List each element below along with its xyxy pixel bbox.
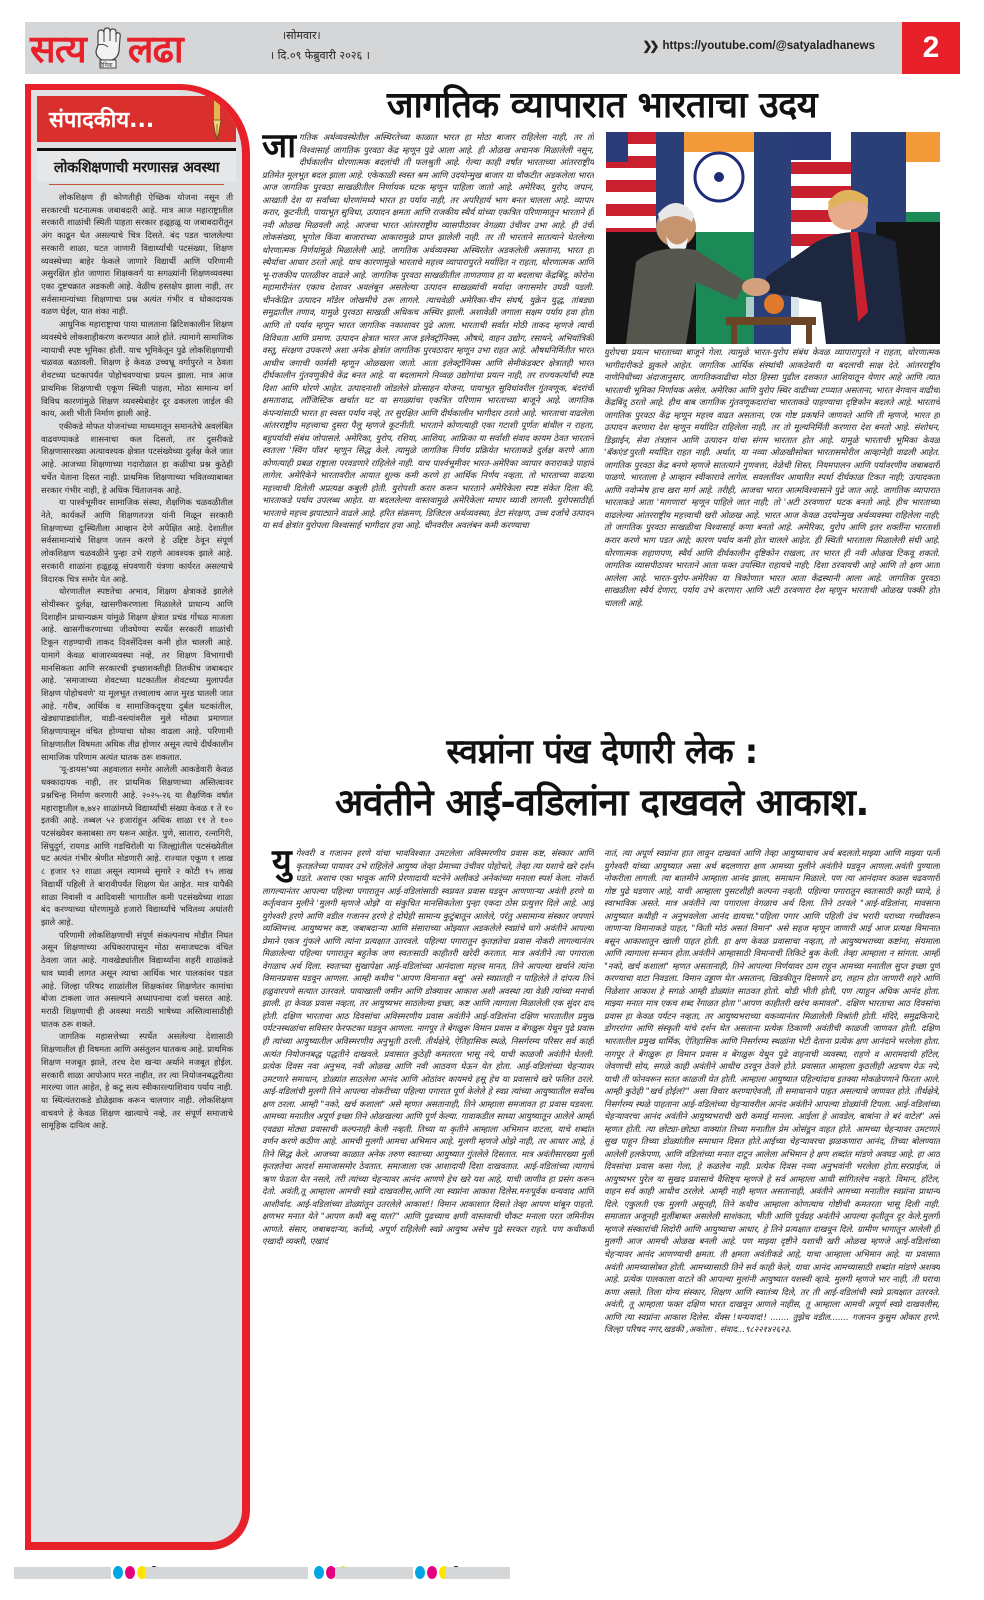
- editorial-paragraph: या पार्श्वभूमीवर सामाजिक संस्था, शैक्षणिक चळवळीतील नेते, कार्यकर्ते आणि शिक्षणतज्ज्ञ यांनी मिळून सरकारी शिक्षणाच्या दुःस्थितीला आव्हान देणे अपेक्षित आहे. देशातील सर्वसामान्यांचे शिक्षण जतन करणे हे उद्दिष्ट ठेवून संपूर्ण लोकशिक्षण चळवळीने पुन्हा उभे राहणे आवश्यक झाले आहे. सरकारी शाळांना हळूहळू संपवणारी यंत्रणा कार्यरत असल्याचे विदारक चित्र समोर येत आहे.: [41, 497, 233, 584]
- article2-left-column: [262, 847, 594, 1551]
- editorial-banner: [37, 96, 236, 142]
- footer-bar-1: [14, 1567, 111, 1579]
- article1-headline: जागतिक व्यापारात भारताचा उदय: [386, 85, 818, 126]
- newspaper-logo[interactable]: [30, 24, 183, 72]
- article2-headline-line2: अवंतीने आई-वडिलांना दाखवले आकाश.: [335, 781, 869, 824]
- article2-left-text: गेश्वरी व गजानन हरणे यांचा भावविश्वात उमटलेला अविस्मरणीय प्रवास कष्ट, संस्कार आणि कृतज्ञतेच्या पायावर उभे राहिलेले आयुष्य जेव्हा प्रेमाच्या उंचीवर पोहोचते, तेव्हा त्या यशाचे खरे दर्शन घडते. अशाच एका भावूक आणि प्रेरणादायी घटनेने अलीकडे अनेकांच्या मनाला स्पर्श केला. नोकरी लागल्यानंतर आपल्या पहिल्या पगारातून आई-वडिलांसाठी स्वप्नवत प्रवास घडवून आणणाऱ्या अवंती हरणे या कर्तृत्ववान मुलीने 'मुलगी म्हणजे ओझे' या संकुचित मानसिकतेला पुन्हा एकदा ठोस प्रत्युत्तर दिले आहे. आई युगेश्वरी हरणे आणि वडील गजानन हरणे हे दोघेही सामान्य कुटुंबातून आलेले, परंतु असामान्य संस्कार जपणारे व्यक्तिमत्त्व. आयुष्यभर कष्ट, जबाबदाऱ्या आणि संसाराच्या ओझ्यात अडकलेले स्वप्नांचे धागे अवंतीने आपल्या प्रेमाने एकत्र गुंफले आणि त्यांना प्रत्यक्षात उतरवले. पहिल्या पगारातून कृतज्ञतेचा प्रवास नोकरी लागल्यानंतर मिळालेल्या पहिल्या पगारातून बहुतेक जण स्वतःसाठी काहीतरी खरेदी करतात. मात्र अवंतीने त्या पगाराला वेगळाच अर्थ दिला. स्वतःच्या सुखापेक्षा आई-वडिलांच्या आनंदाला महत्त्व मानत, तिने आपल्या खर्चाने त्यांना विमानप्रवास घडवून आणला. आम्ही कधीच "आपण विमानात बसू" असे स्वप्नातही न पाहिलेले ते दांपत्य तिने हळुवारपणे सत्यात उतरवले. पायाखाली जमीन आणि डोक्यावर आकाश अशी अवस्था त्या वेळी त्यांच्या मनाची झाली. हा केवळ प्रवास नव्हता, तर आयुष्यभर साठलेल्या इच्छा, कष्ट आणि त्यागाला मिळालेली एक सुंदर दाद होती. दक्षिण भारताचा आठ दिवसांचा अविस्मरणीय प्रवास अवंतीने आई-वडिलांना दक्षिण भारतातील प्रमुख पर्यटनस्थळांचा सविस्तर फेरफटका घडवून आणला. नागपूर ते बेंगळुरू विमान प्रवास व बेंगळुरू येथून पुढे प्रवास ही त्यांच्या आयुष्यातील अविस्मरणीय अनुभूती ठरली. तीर्थक्षेत्रे, ऐतिहासिक स्थळे, निसर्गरम्य परिसर सर्व काही अत्यंत नियोजनबद्ध पद्धतीने दाखवले. प्रवासात कुठेही कमतरता भासू नये, याची काळजी अवंतीने घेतली. प्रत्येक दिवस नवा अनुभव, नवी ओळख आणि नवी आठवण घेऊन येत होता. आई-वडिलांच्या चेहऱ्यावर उमटणारे समाधान, डोळ्यांत साठलेला आनंद आणि ओठांवर कायमचे हसू हेच या प्रवासाचे खरे फलित ठरले. आई-वडिलांची मुलगी तिने आपल्या नोकरीच्या पहिल्या पगारात पूर्ण केलेले हे स्वप्न त्यांच्या आयुष्यातील सर्वोच्च क्षण ठरला. आम्ही "नको, खर्च कशाला" असे म्हणत असतानाही, तिने आम्हाला समजावत हा प्रवास घडवला. आमच्या मनातील अपूर्ण इच्छा तिने ओळखल्या आणि पूर्ण केल्या. गावाकडील साध्या आयुष्यातून आलेले आम्ही एवढ्या मोठ्या प्रवासाची कल्पनाही केली नव्हती. तिच्या या कृतीने आम्हाला अभिमान वाटला, याचे शब्दांत वर्णन करणे कठीण आहे. आमची मुलगी आमचा अभिमान आहे. मुलगी म्हणजे ओझे नाही, तर आधार आहे, हे तिने सिद्ध केले. आजच्या काळात अनेक तरुण स्वतःच्या आयुष्यात गुंतलेले दिसतात. मात्र अवंतीसारख्या मुली कृतज्ञतेचा आदर्श समाजासमोर ठेवतात. समाजाला एक आशादायी दिशा दाखवतात. आई-वडिलांच्या त्यागाचे ऋण फेडता येत नसले, तरी त्यांच्या चेहऱ्यावर आनंद आणणे हेच खरे यश आहे, याची जाणीव हा प्रसंग करून देतो. अवंती,तू आम्हाला आमची स्वप्ने दाखवलीस,आणि त्या स्वप्नांना आकाश दिलेस.मनःपूर्वक धन्यवाद आणि आशीर्वाद. आई-वडिलांच्या डोळ्यांतून उतरलेले आकाश!! विमान आकाशात दिसते तेव्हा आपण थांबून पाहतो. क्षणभर मनात येते "आपण कधी बसू यात?" आणि पुढच्याच क्षणी वास्तवाची चौकट मनाला परत जमिनीवर आणते. संसार, जबाबदाऱ्या, कर्तव्ये, अपूर्ण राहिलेली स्वप्ने आयुष्य असेच पुढे सरकत राहते. पण कधीकधी एखादी व्यक्ती, एखादं: [262, 848, 594, 1247]
- youtube-url[interactable]: https://youtube.com/@satyaladhanews: [662, 40, 875, 52]
- logo-text-left: सत्य: [30, 27, 86, 71]
- footer-bar-3: [335, 1567, 413, 1579]
- article2-right-column: नातं, त्या अपूर्ण स्वप्नांना हात लावून दाखवतं आणि तेव्हा आयुष्याचाच अर्थ बदलतो.माझ्या आणि माझ्या पत्नी युगेश्वरी यांच्या आयुष्यात असा अर्थ बदलणारा क्षण आमच्या मुलीने अवंतीने घडवून आणला.अवंती पुण्याला नोकरीला लागली. त्या बातमीने आम्हाला आनंद झाला, समाधान मिळाले. पण त्या आनंदावर कळस चढवणारी गोष्ट पुढे घडणार आहे, याची आम्हाला पुसटशीही कल्पना नव्हती. पहिल्या पगारातून स्वतःसाठी काही घ्यावे, हे स्वाभाविक असते. मात्र अवंतीने त्या पगाराला वेगळाच अर्थ दिला. तिने ठरवले "आई-वडिलांना, मावसाना आयुष्यात कधीही न अनुभवलेला आनंद द्यायचा."पहिला पगार आणि पहिली उंच भरारी घराच्या गच्चीवरून जाणाऱ्या विमानाकडे पाहत, "किती मोठं असतं विमान" असे सहज म्हणून जाणारी आई आज प्रत्यक्ष विमानात बसून आकाशातून खाली पाहत होती. हा क्षण केवळ प्रवासाचा नव्हता, तो आयुष्यभराच्या कष्टांना, संयमाला आणि त्यागाला सन्मान होता.अवंतीने आम्हासाठी विमानाची तिकिटे बुक केली. तेव्हा आम्हाला न सांगता. आम्ही "नको, खर्च कशाला" म्हणत असतानाही, तिने आपल्या निर्णयावर ठाम राहून आमच्या मनातील सुप्त इच्छा पूर्ण करण्याचा वाटा निवडला. विमान उड्डाण घेत असताना, खिडकीतून दिसणारे ढग, लहान होत जाणारी शहरे आणि निळेशार आकाश हे सगळे आम्ही डोळ्यांत साठवत होतो. थोडी भीती होती, पण त्याहून अधिक आनंद होता. माझ्या मनात मात्र एकच शब्द रेंगाळत होता "आपण काहीतरी खरंच कमावलं". दक्षिण भारताचा आठ दिवसांचा प्रवास हा केवळ पर्यटन नव्हता, तर आयुष्यभराच्या थकव्यानंतर मिळालेली विश्रांती होती. मंदिरे, समुद्रकिनारे, डोंगररांगा आणि संस्कृती यांचे दर्शन घेत असताना प्रत्येक ठिकाणी अवंतीची काळजी जाणवत होती. दक्षिण भारतातील प्रमुख धार्मिक, ऐतिहासिक आणि निसर्गरम्य स्थळांना भेटी देताना प्रत्येक क्षण आनंदाने भरलेला होता. नागपूर ते बेंगळुरू हा विमान प्रवास व बेंगळुरू येथून पुढे वाहनाची व्यवस्था, राहणे व आरामदायी हॉटेल, जेवणाची सोय, सगळे काही अवंतीने आधीच ठरवून ठेवले होते. प्रवासात आम्हाला कुठलीही अडचण येऊ नये, याची ती फोनवरून सतत काळजी घेत होती. आम्हाला आयुष्यात पहिल्यांदाच इतक्या मोकळेपणाने फिरता आले. आम्ही कुठेही "खर्च होईल?" असा विचार करण्याऐवजी, ती समाधानाने पाहत असल्याचे जाणवत होते. तीर्थक्षेत्रे, निसर्गरम्य स्थळे पाहताना आई-वडिलांच्या चेहऱ्यावरील आनंद अवंतीने आपल्या डोळ्यांनी टिपला. आई-वडिलांच्या चेहऱ्यावरचा आनंद अवंतीने आयुष्यभराची खरी कमाई मानला. आईला हे आवडेल, बाबांना ते बरं वाटेल" असे म्हणत होती. त्या छोट्या-छोट्या वाक्यांत तिच्या मनातील प्रेम ओसंडून वाहत होते. आमच्या चेहऱ्यावर उमटणारे सुख पाहून तिच्या डोळ्यांतील समाधान दिसत होते.आईच्या चेहऱ्यावरचा झळकणारा आनंद, तिच्या बोलण्यात आलेली हलकेपणा, आणि वडिलांच्या मनात दाटून आलेला अभिमान हे क्षण शब्दांत मांडणे अवघड आहे. हा आठ दिवसांचा प्रवास कसा गेला, हे कळलेच नाही. प्रत्येक दिवस नव्या अनुभवांनी भरलेला होता.सरप्राईज, जे आयुष्यभर पुरेल या सुखद प्रवासाचे वैशिष्ट्य म्हणजे हे सर्व आम्हाला आधी सांगितलेच नव्हते. विमान, हॉटेल, वाहन सर्व काही आधीच ठरलेले. आम्ही नाही म्हणत असतानाही, अवंतीने आमच्या मनातील स्वप्नांना प्राधान्य दिले. एकुलती एक मुलगी असूनही, तिने कधीच आम्हाला कोणत्याच गोष्टीची कमतरता भासू दिली नाही. समाजात अजूनही मुलींबाबत असलेली साशंकता, भीती आणि पूर्वग्रह अवंतीने आपल्या कृतीतून दूर केले.मुलगी म्हणजे संस्कारांची शिदोरी आणि आयुष्याचा आधार, हे तिने प्रत्यक्षात दाखवून दिले. ग्रामीण भागातून आलेली ही मुलगी आज आमची ओळख बनली आहे. पण माझ्या दृष्टीने यशाची खरी ओळख म्हणजे आई-वडिलांच्या चेहऱ्यावर आनंद आणण्याची क्षमता. ती क्षमता अवंतीकडे आहे, याचा आम्हाला अभिमान आहे. या प्रवासात अवंती आमच्यासोबत होती. आमच्यासाठी तिने सर्व काही केले, याचा आनंद आमच्यासाठी शब्दांत मांडणे अशक्य आहे. प्रत्येक पालकाला वाटते की आपल्या मुलांनी आयुष्यात यशस्वी व्हावे. मुलगी म्हणजे भार नाही, ती घराचा कणा असते. तिला योग्य संस्कार, शिक्षण आणि स्वातंत्र्य दिले, तर ती आई-वडिलांची स्वप्ने प्रत्यक्षात उतरवते. अवंती, तू आम्हाला फक्त दक्षिण भारत दाखवून आणले नाहीस, तू आम्हाला आमची अपूर्ण स्वप्ने दाखवलीस, आणि त्या स्वप्नांना आकाश दिलेस. थँक्स !धन्यवाद!! ....... तुझेच वडील....... गजानन कुसुम ओंकार हरणे. जिल्हा परिषद नगर,खडकी ,अकोला . संवाद...९८२२१४२६२३.: [604, 848, 940, 1335]
- magenta-dot: [427, 1566, 437, 1579]
- logo-subtitle: दैनिक: [99, 62, 113, 69]
- cyan-dot: [415, 1566, 425, 1579]
- youtube-link[interactable]: [642, 39, 875, 53]
- logo-text-right: लढा: [127, 27, 183, 71]
- article1-right-column: युरोपचा प्रयत्न भारताच्या बाजूने गेला. त्यामुळे भारत-युरोप संबंध केवळ व्यापारापुरते न राहता, धोरणात्मक भागीदारीकडे झुकले आहेत. जागतिक आर्थिक संस्थांची आकडेवारी या बदलाची साक्ष देते. आंतरराष्ट्रीय नाणेनिधीच्या अंदाजानुसार, जागतिकवाढीचा मोठा हिस्सा पुढील दशकात आशियातून येणार आहे आणि त्यात भारताची भूमिका निर्णायक असेल. अमेरिका आणि युरोप स्थिर वाढीच्या टप्प्यात असताना, भारत वेगवान वाढीचा केंद्रबिंदू ठरतो आहे. हीच बाब जागतिक गुंतवणूकदारांचा भारताकडे पाहण्याचा दृष्टिकोन बदलते आहे. भारताचे जागतिक पुरवठा केंद्र म्हणून महत्त्व वाढत असताना, एक गोष्ट प्रकर्षाने जाणवते आणि ती म्हणजे, भारत हा उत्पादन करणारा देश म्हणून मर्यादित राहिलेला नाही, तर तो मूल्यनिर्मिती करणारा देश बनतो आहे. संशोधन, डिझाईन, सेवा तंत्रज्ञान आणि उत्पादन यांचा संगम भारतात होत आहे. यामुळे भारताची भूमिका केवळ 'बॅकएंड'पुरती मर्यादित राहत नाही. अर्थात, या नव्या ओळखीसोबत भारतासमोरील आव्हानेही वाढली आहेत. जागतिक पुरवठा केंद्र बनणे म्हणजे सातत्याने गुणवत्ता, वेळेची शिस्त, नियमपालन आणि पर्यावरणीय जबाबदारी पाळणे. भारताला हे आव्हान स्वीकारावे लागेल. सवलतींवर आधारित स्पर्धा दीर्घकाळ टिकत नाही; उत्पादकता आणि नवोन्मेष हाच खरा मार्ग आहे. तरीही, आजचा भारत आत्मविश्वासाने पुढे जात आहे. जागतिक व्यापारात भारताकडे आता 'मागणारा' म्हणून पाहिले जात नाही; तो 'अटी ठरवणारा' घटक बनतो आहे. हीच भारताच्या वाढलेल्या आंतरराष्ट्रीय महत्त्वाची खरी ओळख आहे. भारत आज केवळ उदयोन्मुख अर्थव्यवस्था राहिलेला नाही; तो जागतिक पुरवठा साखळीचा विश्वासार्ह कणा बनतो आहे. अमेरिका, युरोप आणि इतर शक्तींना भारताशी करार करणे भाग पडत आहे; कारण पर्याय कमी होत चालले आहेत. ही स्थिती भारताला मिळालेली संधी आहे. धोरणात्मक शहाणपण, स्थैर्य आणि दीर्घकालीन दृष्टिकोन राखला, तर भारत ही नवी ओळख टिकवू शकतो. जागतिक व्यासपीठावर भारताने आता फक्त उपस्थित राहायचे नाही; दिशा ठरवायची आहे आणि तो क्षण आता आलेला आहे. भारत-युरोप-अमेरिका या त्रिकोणात भारत आता केंद्रस्थानी आला आहे. जागतिक पुरवठा साखळीला स्थैर्य देणारा, पर्याय उभे करणारा आणि अटी ठरवणारा देश म्हणून भारताची ओळख पक्की होत चालली आहे.: [604, 347, 940, 608]
- double-chevron-right-icon: ❯❯: [642, 39, 657, 53]
- article2-dropcap: यु: [272, 847, 292, 882]
- fountain-pen-icon: [210, 98, 224, 142]
- editorial-paragraph: आधुनिक महाराष्ट्राचा पाया घालताना ब्रिटिशकालीन शिक्षण व्यवस्थेचे लोकशाहीकरण करण्यात आले होते. त्यामागे सामाजिक न्यायाची स्पष्ट भूमिका होती. याच भूमिकेतून पुढे लोकशिक्षणाची चळवळ बळावली. शिक्षण हे केवळ उच्चभ्रू वर्गापुरते न ठेवता शेवटच्या घटकापर्यंत पोहोचवण्याचा प्रयत्न झाला. मात्र आज प्राथमिक शिक्षणाची एकूण स्थिती पाहता, मोठा सामान्य वर्ग विविध कारणांमुळे शिक्षण व्यवस्थेबाहेर दूर ढकलला जाईल की काय, अशी भीती निर्माण झाली आहे.: [41, 319, 233, 419]
- editorial-paragraph: जागतिक महासत्तेच्या स्पर्धेत असलेल्या देशासाठी शिक्षणातील ही विषमता आणि असंतुलन घातकच आहे. प्राथमिक शिक्षण मजबूत झाले, तरच देश खऱ्या अर्थाने मजबूत होईल. सरकारी शाळा आपोआप मरत नाहीत, तर त्या नियोजनबद्धरीत्या मारल्या जात आहेत, हे कटू सत्य स्वीकारल्याशिवाय पर्याय नाही. या स्थित्यंतराकडे डोळेझाक करून चालणार नाही. लोकशिक्षण वाचवणे हे केवळ शिक्षण खात्याचे नव्हे, तर संपूर्ण समाजाचे सामूहिक दायित्व आहे.: [41, 1031, 234, 1131]
- article1-dropcap: जा: [262, 131, 297, 166]
- editorial-paragraph: लोकशिक्षण ही कोणतीही ऐच्छिक योजना नसून ती सरकारची घटनात्मक जबाबदारी आहे. मात्र आज महाराष्ट्रातील सरकारी शाळांची स्थिती पाहता सरकार हळूहळू या जबाबदारीतून अंग काढून घेत असल्याचे चित्र दिसते. बंद पडत चाललेल्या सरकारी शाळा, घटत जाणारी विद्यार्थ्यांची पटसंख्या, शिक्षण व्यवस्थेच्या बाहेर फेकले जाणारे विद्यार्थी आणि परिणामी असुरक्षित होत जाणारा शिक्षकवर्ग या सगळ्यांनी शिक्षणव्यवस्था एका दुष्टचक्रात अडकली आहे. वेळीच हस्तक्षेप झाला नाही, तर सर्वसामान्यांच्या शिक्षणाचा प्रश्न अत्यंत गंभीर व धोकादायक वळण घेईल, यात शंका नाही.: [41, 192, 233, 317]
- cyan-dot: [113, 1566, 123, 1579]
- article1-left-column: [262, 131, 594, 713]
- issue-date: । दि.०९ फेब्रुवारी २०२६ ।: [270, 49, 370, 62]
- editorial-body: [31, 191, 242, 1132]
- editorial-paragraph: एकीकडे मोफत योजनांच्या माध्यमातून समानतेचे अवलंबित वाढवण्याकडे शासनाचा कल दिसतो, तर दुसरीकडे शिक्षणासारख्या अत्यावश्यक क्षेत्रात पटसंख्येच्या दुर्लक्ष केले जात आहे. आजच्या शिक्षणाच्या गदारोळात हा कळीचा प्रश्न कुठेही चर्चेत येताना दिसत नाही. प्राथमिक शिक्षणाच्या भवितव्याबाबत सरकार गंभीर नाही, हे अधिक चिंताजनक आहे.: [41, 420, 233, 495]
- weekday: ।सोमवार।: [282, 29, 321, 42]
- article1-left-text: गतिक अर्थव्यवस्थेतील अस्थिरतेच्या काळात भारत हा मोठा बाजार राहिलेला नाही, तर तो विश्वासार्ह जागतिक पुरवठा केंद्र म्हणून पुढे आला आहे. ही ओळख अचानक मिळालेली नसून, दीर्घकालीन धोरणात्मक बदलांची ती फलश्रुती आहे. गेल्या काही वर्षांत भारताच्या आंतरराष्ट्रीय प्रतिमेत मूलभूत बदल झाला आहे. एकेकाळी स्वस्त श्रम आणि उदयोन्मुख बाजार या चौकटीत अडकलेला भारत आज जागतिक पुरवठा साखळीतील निर्णायक घटक म्हणून पाहिला जातो आहे. अमेरिका, युरोप, जपान, आखाती देश या सर्वांच्या धोरणांमध्ये भारत हा पर्याय नाही, तर अपरिहार्य भाग बनत चालला आहे. व्यापार करार, कूटनीती, पायाभूत सुविधा, उत्पादन क्षमता आणि राजकीय स्थैर्य यांच्या एकत्रित परिणामातून भारताने ही नवी ओळख मिळवली आहे. आजचा भारत आंतरराष्ट्रीय व्यासपीठावर वेगळ्या उंचीवर उभा आहे. ही उंची लोकसंख्या, भूगोल किंवा बाजाराच्या आकारामुळे प्राप्त झालेली नाही. तर ती भारताने सातत्याने घेतलेल्या धोरणात्मक निर्णयांमुळे मिळालेली आहे. जागतिक अर्थव्यवस्था अस्थिरतेत अडकलेली असताना, भारत हा स्थैर्याचा आधार ठरतो आहे. याच कारणामुळे भारताचे महत्त्व व्यापारापुरते मर्यादित न राहता, धोरणात्मक आणि भू-राजकीय पातळीवर वाढले आहे. जागतिक पुरवठा साखळीतील ताणतणाव हा या बदलाचा केंद्रबिंदू. कोरोना महामारीनंतर एकाच देशावर अवलंबून असलेल्या उत्पादन साखळ्यांची मर्यादा जगासमोर उघडी पडली. चीनकेंद्रित उत्पादन मॉडेल जोखमीचे ठरू लागले. त्याचवेळी अमेरिका-चीन संघर्ष, युक्रेन युद्ध, तांबड्या समुद्रातील तणाव, यामुळे पुरवठा साखळी अधिकच अस्थिर झाली. अशावेळी जगाला सक्षम पर्याय हवा होता आणि तो पर्याय म्हणून भारत जागतिक नकाशावर पुढे आला. भारताची सर्वांत मोठी ताकद म्हणजे त्याची विविधता आणि प्रमाण. उत्पादन क्षेत्रात भारत आज इलेक्ट्रॉनिक्स, औषधे, वाहन उद्योग, रसायने, अभियांत्रिकी वस्तू, संरक्षण उपकरणे अशा अनेक क्षेत्रांत जागतिक पुरवठादार म्हणून उभा राहत आहे. औषधनिर्मितीत भारत आधीच जगाची फार्मसी म्हणून ओळखला जातो. आता इलेक्ट्रॉनिक्स आणि सेमीकंडक्टर क्षेत्रातही भारत दीर्घकालीन गुंतवणुकीचे केंद्र बनत आहे. या बदलामागे निव्वळ उद्योगांचा प्रयत्न नाही, तर राज्यकर्त्यांची स्पष्ट दिशा आणि धोरणे आहेत. उत्पादनाशी जोडलेले प्रोत्साहन योजना, पायाभूत सुविधांवरील गुंतवणूक, बंदरांची क्षमतावाढ, लॉजिस्टिक खर्चात घट या सगळ्यांचा एकत्रित परिणाम भारताच्या बाजूने आहे. जागतिक कंपन्यांसाठी भारत हा स्वस्त पर्याय नव्हे, तर सुरक्षित आणि दीर्घकालीन भागीदार ठरतो आहे. भारताचा वाढलेला आंतरराष्ट्रीय महत्त्वाचा दुसरा पैलू म्हणजे कूटनीती. भारताने कोणत्याही एका गटाशी पूर्णतः बांधील न राहता, बहुपर्यायी संबंध जोपासले. अमेरिका, युरोप, रशिया, आशिया, आफ्रिका या सर्वांशी संवाद कायम ठेवत भारताने स्वतःला 'स्विंग पॉवर' म्हणून सिद्ध केले. त्यामुळे जागतिक निर्णय प्रक्रियेत भारताकडे दुर्लक्ष करणे आता कोणत्याही प्रबळ राष्ट्राला परवडणारे राहिलेले नाही. याच पार्श्वभूमीवर भारत-अमेरिका व्यापार कराराकडे पाहावे लागेल. अमेरिकेने भारतावरील आयात शुल्क कमी करणे हा आर्थिक निर्णय नव्हता. तो भारताच्या वाढत्या महत्त्वाची दिलेली अप्रत्यक्ष कबुली होती. युरोपशी करार करून भारताने अमेरिकेला स्पष्ट संकेत दिला की, भारताकडे पर्याय उपलब्ध आहेत. या बदललेल्या वास्तवामुळे अमेरिकेला माघार घ्यावी लागली. युरोपसाठीही भारताचे महत्त्व झपाट्याने वाढले आहे. हरित संक्रमण, डिजिटल अर्थव्यवस्था, डेटा संरक्षण, उच्च दर्जाचे उत्पादन या सर्व क्षेत्रांत युरोपला विश्वासार्ह भागीदार हवा आहे. चीनवरील अवलंबन कमी करण्याचा: [262, 132, 594, 531]
- magenta-dot: [125, 1566, 135, 1579]
- date-block: [270, 28, 370, 63]
- title-divider: [49, 184, 224, 185]
- editorial-label: संपादकीय...: [49, 108, 155, 133]
- us-flag-left: [606, 132, 656, 242]
- editorial-box: [25, 84, 250, 1550]
- article2-headline-line1: स्वप्नांना पंख देणारी लेक :: [446, 732, 758, 772]
- editorial-paragraph: परिणामी लोकशिक्षणाची संपूर्ण संकल्पनाच मोडीत निघत असून शिक्षणाच्या अधिकारापासून मोठा समाजघटक वंचित ठेवला जात आहे. गावखेड्यांतील विद्यार्थ्यांना शहरी शाळांकडे धाव घ्यावी लागत असून त्याचा आर्थिक भार पालकांवर पडत आहे. जिल्हा परिषद शाळांतील शिक्षकांवर शिक्षणेतर कामांचा बोजा टाकला जात असल्याने अध्यापनाचा दर्जा घसरत आहे. मराठी शिक्षणाची ही अवस्था मराठी भाषेच्या अस्तित्वासाठीही घातक ठरू शकते.: [41, 929, 233, 1029]
- masthead: [25, 22, 960, 74]
- cyan-dot: [314, 1566, 324, 1579]
- handshake-photo: [606, 132, 940, 344]
- page-number: 2: [902, 22, 960, 74]
- editorial-title: लोकशिक्षणाची मरणासन्न अवस्था: [37, 148, 236, 182]
- editorial-paragraph: धोरणातील स्पष्टतेचा अभाव, शिक्षण क्षेत्राकडे झालेले सोयीस्कर दुर्लक्ष, खासगीकरणाला मिळालेले प्राधान्य आणि दिशाहीन प्राधान्यक्रम यांमुळे शिक्षण क्षेत्रात प्रचंड गोंधळ माजला आहे. खासगीकरणाच्या जीवघेण्या स्पर्धेत सरकारी शाळांची टिकून राहण्याची ताकद दिवसेंदिवस कमी होत चालली आहे. यामागे केवळ बाजारव्यवस्था नव्हे, तर शिक्षण विभागाची मानसिकता आणि सरकारची इच्छाशक्तीही तितकीच जबाबदार आहे. 'समाजाच्या शेवटच्या घटकातील शेवटच्या मुलापर्यंत शिक्षण पोहोचवणे' या मूलभूत तत्त्वालाच आज मुरड घातली जात आहे. गरीब, आर्थिक व सामाजिकदृष्ट्या दुर्बल घटकांतील, खेड्यापाड्यांतील, वाडी-वस्त्यांवरील मुले मोठ्या प्रमाणात शिक्षणापासून वंचित होण्याचा धोका वाढला आहे. परिणामी शिक्षणातील विषमता अधिक तीव्र होणार असून त्याचे दीर्घकालीन सामाजिक परिणाम अत्यंत घातक ठरू शकतात.: [41, 586, 233, 762]
- footer-bar-2: [145, 1567, 308, 1579]
- raised-fist-icon: [88, 25, 126, 71]
- editorial-paragraph: 'यू-डायस'च्या अहवालात समोर आलेली आकडेवारी केवळ धक्कादायक नाही, तर प्राथमिक शिक्षणाच्या अस्तित्वावर प्रश्नचिन्ह निर्माण करणारी आहे. २०२५-२६ या शैक्षणिक वर्षात महाराष्ट्रातील ७,७४२ शाळांमध्ये विद्यार्थ्यांची संख्या केवळ १ ते १० इतकी आहे. तब्बल ५२ हजारांहून अधिक शाळा ११ ते १०० पटसंख्येवर कसाबसा तग धरून आहेत. पुणे, सातारा, रत्नागिरी, सिंधुदुर्ग, रायगड आणि गडचिरोली या जिल्ह्यांतील पटसंख्येतील घट अत्यंत गंभीर श्रेणीत मोडणारी आहे. राज्यात एकूण १ लाख ८ हजार ९२ शाळा असून त्यामध्ये सुमारे २ कोटी १५ लाख विद्यार्थी पहिली ते बारावीपर्यंत शिक्षण घेत आहेत. मात्र यापैकी शाळा निवासी व आदिवासी भागातील कमी पटसंख्येच्या शाळा बंद करण्याच्या धोरणामुळे हजारो विद्यार्थ्यांचे भवितव्य अधांतरी झाले आहे.: [41, 764, 233, 927]
- footer-bar-4: [446, 1567, 510, 1579]
